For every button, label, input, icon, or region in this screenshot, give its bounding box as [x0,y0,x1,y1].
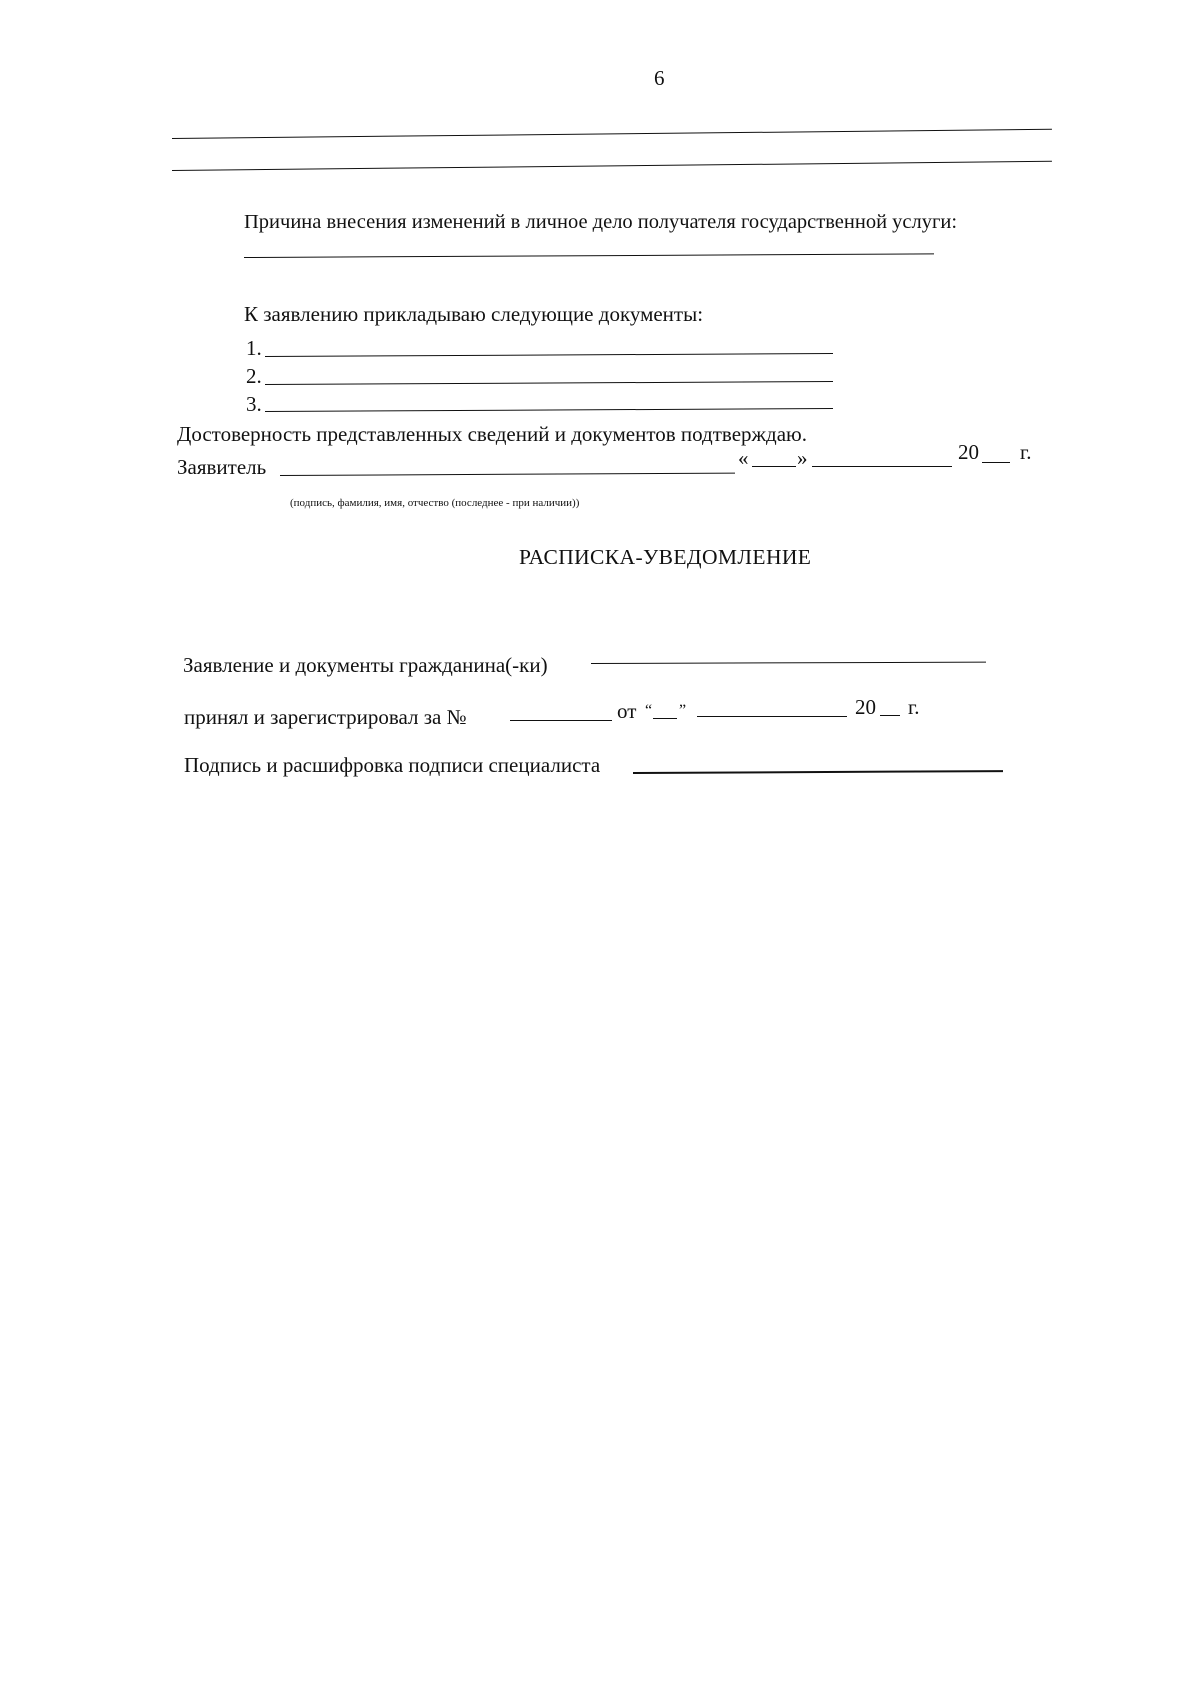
receipt-quote-close: ” [679,702,687,719]
confirmation-text: Достоверность представленных сведений и документов подтверждаю. [177,422,807,446]
blank-line-top-1 [172,129,1052,139]
receipt-registered-label: принял и зарегистрировал за № [184,705,467,729]
receipt-from-label: от [617,699,637,723]
reason-label: Причина внесения изменений в личное дело получателя государственной услуги: [244,211,958,233]
applicant-label: Заявитель [177,455,267,479]
receipt-year-suffix: г. [908,695,920,719]
receipt-specialist-line[interactable] [633,770,1003,774]
blank-line-top-2 [172,161,1052,171]
attachment-item-2-number: 2. [246,364,262,388]
attachment-item-1-number: 1. [246,336,262,360]
date-year-suffix: г. [1020,440,1032,464]
attachment-item-3-number: 3. [246,392,262,416]
reason-blank-line[interactable] [244,253,934,258]
receipt-number-line[interactable] [510,720,612,721]
date-quote-open: « [738,446,749,470]
signature-hint: (подпись, фамилия, имя, отчество (последнее - при наличии)) [290,497,580,509]
receipt-month-line[interactable] [697,716,847,717]
receipt-day-line[interactable] [653,718,677,719]
date-year-prefix: 20 [958,440,979,464]
page-number: 6 [654,66,665,90]
attachment-item-1-line[interactable] [265,353,833,357]
date-month-line[interactable] [812,466,952,467]
date-day-line[interactable] [752,466,796,467]
receipt-specialist-label: Подпись и расшифровка подписи специалиста [184,753,601,777]
receipt-docs-label: Заявление и документы гражданина(-ки) [183,653,548,677]
receipt-quote-open: “ [645,702,653,719]
attachment-item-3-line[interactable] [265,408,833,412]
attachments-intro: К заявлению прикладываю следующие документы: [244,302,704,326]
receipt-citizen-line[interactable] [591,662,986,664]
date-year-line[interactable] [982,462,1010,463]
attachment-item-2-line[interactable] [265,381,833,385]
receipt-title: РАСПИСКА-УВЕДОМЛЕНИЕ [519,545,812,569]
date-quote-close: » [797,446,808,470]
receipt-year-prefix: 20 [855,695,876,719]
receipt-year-line[interactable] [880,715,900,716]
applicant-signature-line[interactable] [280,473,735,476]
